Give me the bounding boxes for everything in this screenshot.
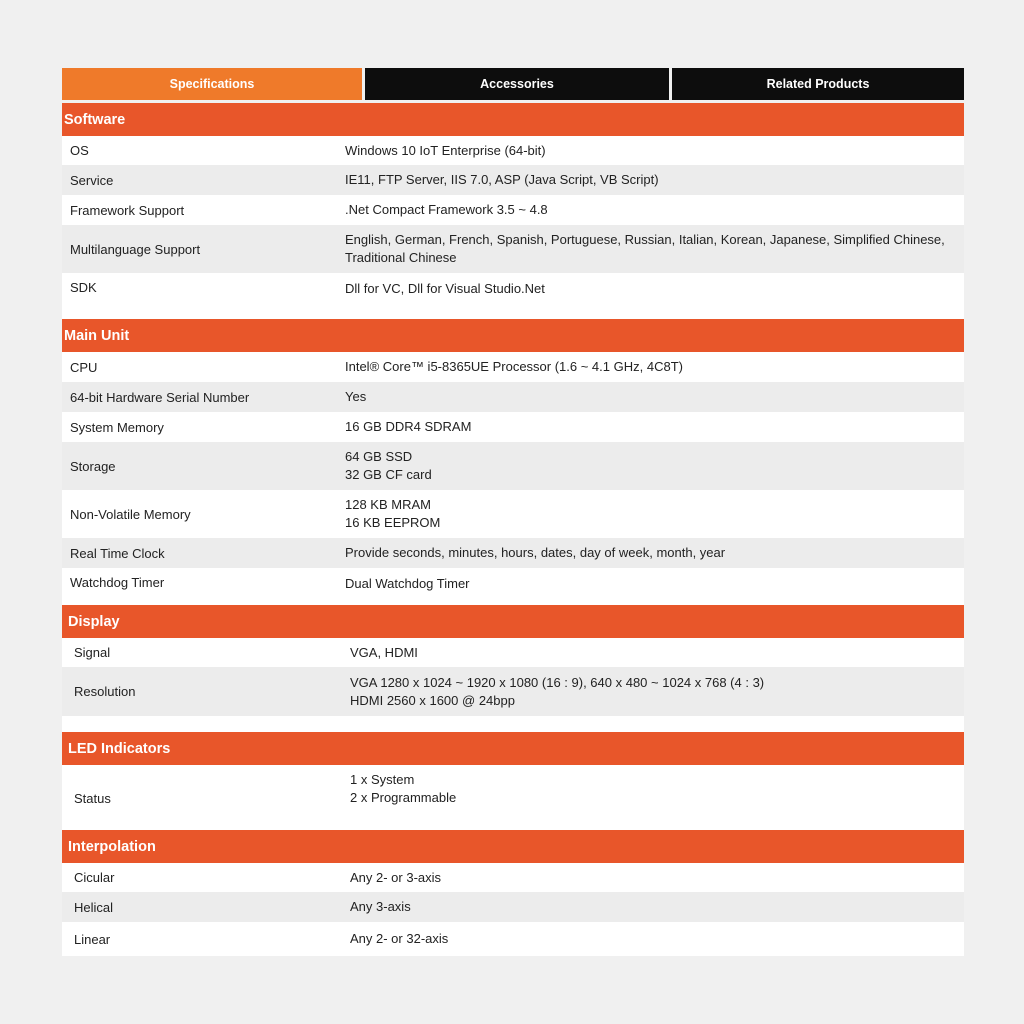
- spec-label: Framework Support: [70, 202, 185, 218]
- spec-value: [350, 771, 456, 807]
- spec-value: VGA, HDMI: [350, 644, 418, 660]
- tab-related-products[interactable]: Related Products: [672, 68, 964, 100]
- spec-row-linear: [62, 922, 964, 956]
- spec-row-rtc: [62, 538, 964, 568]
- spec-row-service: [62, 165, 964, 195]
- spec-row-resolution: [62, 667, 964, 716]
- spec-label: Storage: [70, 458, 116, 474]
- spec-row-serial: [62, 382, 964, 412]
- section-header-main-unit: Main Unit: [62, 319, 964, 352]
- spec-value: Any 2- or 32-axis: [350, 931, 449, 946]
- spec-value-line: 32 GB CF card: [345, 467, 432, 482]
- spec-row-status: [62, 765, 964, 831]
- section-header-software: Software: [62, 103, 964, 136]
- spec-row-sdk: [62, 273, 964, 319]
- spec-label: CPU: [70, 359, 98, 375]
- spec-row-circular: [62, 863, 964, 892]
- spec-value: Yes: [345, 389, 367, 404]
- spec-label: 64-bit Hardware Serial Number: [70, 389, 250, 405]
- spacer-row: [62, 716, 964, 732]
- tab-accessories[interactable]: Accessories: [365, 68, 669, 100]
- spec-row-memory: [62, 412, 964, 442]
- section-header-display: Display: [62, 605, 964, 638]
- spec-value: [345, 496, 440, 532]
- spec-row-framework: [62, 195, 964, 225]
- tab-specifications[interactable]: Specifications: [62, 68, 362, 100]
- section-header-interpolation: Interpolation: [62, 830, 964, 863]
- spec-label: Resolution: [74, 684, 136, 699]
- spec-value: Intel® Core™ i5-8365UE Processor (1.6 ~ 4.1 GHz, 4C8T): [345, 359, 683, 374]
- spec-label: Linear: [74, 931, 111, 947]
- spec-label: Cicular: [74, 870, 115, 885]
- spec-label: Non-Volatile Memory: [70, 506, 191, 522]
- spec-label: System Memory: [70, 419, 164, 435]
- spec-value-line: 128 KB MRAM: [345, 497, 431, 512]
- tab-bar: [62, 68, 964, 100]
- spec-value: Dll for VC, Dll for Visual Studio.Net: [345, 281, 545, 296]
- spec-value: 16 GB DDR4 SDRAM: [345, 419, 472, 434]
- spec-value-line: VGA 1280 x 1024 ~ 1920 x 1080 (16 : 9), 640 x 480 ~ 1024 x 768 (4 : 3): [350, 674, 765, 690]
- spec-value-line: 64 GB SSD: [345, 449, 413, 464]
- spec-value-line: 1 x System: [350, 772, 415, 787]
- spec-value: [345, 448, 432, 484]
- spec-row-helical: [62, 892, 964, 922]
- spec-row-storage: [62, 442, 964, 490]
- spec-row-nvmem: [62, 490, 964, 538]
- spec-value: Any 3-axis: [350, 899, 411, 914]
- spec-label: Helical: [74, 899, 114, 915]
- spec-value: Windows 10 IoT Enterprise (64-bit): [345, 142, 546, 158]
- spec-value-line: Traditional Chinese: [345, 250, 457, 265]
- spec-label: Multilanguage Support: [70, 241, 201, 257]
- spec-row-signal: [62, 638, 964, 667]
- spec-label: Service: [70, 172, 114, 188]
- spec-value-line: English, German, French, Spanish, Portuguese, Russian, Italian, Korean, Japanese, Simplified Chinese,: [345, 232, 945, 247]
- spec-page: [62, 68, 964, 956]
- spec-value: Any 2- or 3-axis: [350, 869, 442, 885]
- spec-label: OS: [70, 143, 89, 158]
- spec-value: [350, 674, 764, 710]
- spec-value-line: 16 KB EEPROM: [345, 515, 441, 530]
- spec-value-line: 2 x Programmable: [350, 790, 457, 805]
- spec-label: SDK: [70, 280, 97, 295]
- spec-value: Dual Watchdog Timer: [345, 576, 470, 591]
- spec-value: Provide seconds, minutes, hours, dates, day of week, month, year: [345, 545, 726, 560]
- spec-row-watchdog: [62, 568, 964, 605]
- spec-value: [345, 231, 945, 267]
- spec-label: Real Time Clock: [70, 545, 165, 561]
- spec-row-os: [62, 136, 964, 165]
- spec-label: Signal: [74, 645, 111, 660]
- spec-row-multilanguage: [62, 225, 964, 273]
- spec-row-cpu: [62, 352, 964, 382]
- spec-value: .Net Compact Framework 3.5 ~ 4.8: [345, 202, 548, 217]
- spec-label: Status: [74, 790, 111, 806]
- spec-label: Watchdog Timer: [70, 575, 165, 590]
- spec-value: IE11, FTP Server, IIS 7.0, ASP (Java Script, VB Script): [345, 172, 659, 187]
- section-header-led: LED Indicators: [62, 732, 964, 765]
- spec-value-line: HDMI 2560 x 1600 @ 24bpp: [350, 692, 515, 708]
